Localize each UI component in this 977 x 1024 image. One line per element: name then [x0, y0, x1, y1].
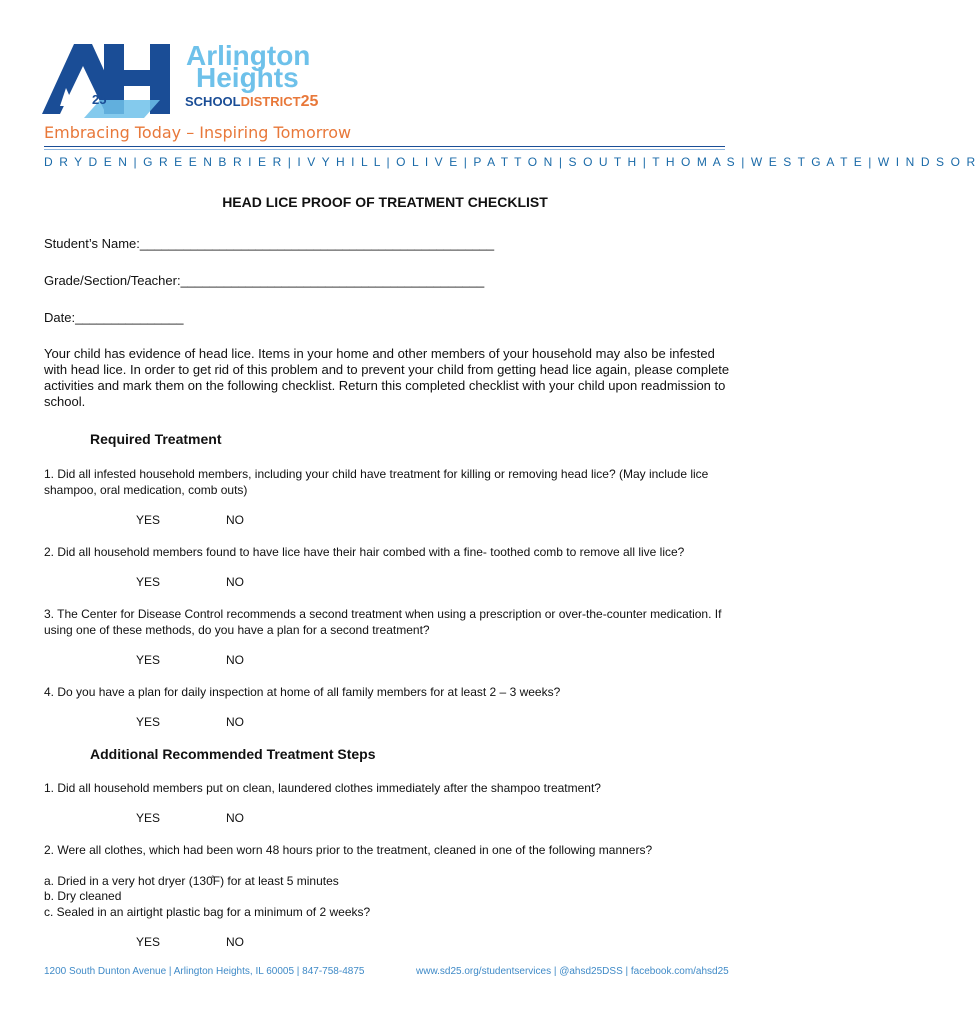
required-q2-yes[interactable]: YES	[136, 575, 161, 589]
page-title: HEAD LICE PROOF OF TREATMENT CHECKLIST	[222, 194, 548, 210]
school-list: D R Y D E N | G R E E N B R I E R | I V Y H I L L | O L I V E | P A T T O N | S O U T H | T H O M A S | W E S T G A T E | W I N D S O R	[44, 155, 977, 169]
additional-q1-no[interactable]: NO	[226, 811, 244, 825]
date-field[interactable]: Date:_______________	[44, 310, 184, 325]
logo-heights: Heights	[196, 62, 299, 93]
student-name-field[interactable]: Student’s Name:_________________________________________________	[44, 236, 495, 251]
required-q1-no[interactable]: NO	[226, 513, 244, 527]
required-q4-yes[interactable]: YES	[136, 715, 161, 729]
required-q3-yes[interactable]: YES	[136, 653, 161, 667]
logo-district: DISTRICT	[240, 94, 301, 109]
additional-steps-heading: Additional Recommended Treatment Steps	[90, 746, 376, 762]
additional-q1-yes[interactable]: YES	[136, 811, 161, 825]
required-question-1: 1. Did all infested household members, including your child have treatment for killing or removing head lice? (May include lice shampoo, oral medication, comb outs)	[44, 467, 709, 497]
required-q4-no[interactable]: NO	[226, 715, 244, 729]
footer-links[interactable]: www.sd25.org/studentservices | @ahsd25DSS | facebook.com/ahsd25	[416, 966, 729, 977]
footer-address: 1200 South Dunton Avenue | Arlington Heights, IL 60005 | 847-758-4875	[44, 966, 365, 977]
logo-school-district	[185, 94, 318, 110]
additional-option-a: a. Dried in a very hot dryer (130̊F) for at least 5 minutes	[44, 874, 339, 888]
required-q2-no[interactable]: NO	[226, 575, 244, 589]
logo-arlington: Arlington	[186, 40, 311, 71]
logo-number: 25	[300, 93, 319, 110]
logo-school: SCHOOL	[185, 94, 241, 109]
grade-section-teacher-field[interactable]: Grade/Section/Teacher:__________________________________________	[44, 273, 485, 288]
logo-badge-number: 25	[92, 92, 107, 107]
additional-q2-yes[interactable]: YES	[136, 935, 161, 949]
required-treatment-heading: Required Treatment	[90, 431, 222, 447]
tagline: Embracing Today – Inspiring Tomorrow	[44, 123, 352, 142]
additional-question-1: 1. Did all household members put on clean, laundered clothes immediately after the shampoo treatment?	[44, 781, 601, 795]
additional-question-2: 2. Were all clothes, which had been worn 48 hours prior to the treatment, cleaned in one of the following manners?	[44, 843, 653, 857]
additional-q2-no[interactable]: NO	[226, 935, 244, 949]
header-rule-light	[44, 149, 725, 150]
required-q3-no[interactable]: NO	[226, 653, 244, 667]
intro-paragraph: Your child has evidence of head lice. Items in your home and other members of your household may also be infested with head lice. In order to get rid of this problem and to prevent your child from getting head lice again, please complete activities and mark them on the following checklist. Return this completed checklist with your child upon readmission to school.	[44, 346, 730, 409]
required-question-2: 2. Did all household members found to have lice have their hair combed with a fine- toothed comb to remove all live lice?	[44, 545, 685, 559]
required-question-3: 3. The Center for Disease Control recommends a second treatment when using a prescription or over-the-counter medication. If using one of these methods, do you have a plan for a second treatment?	[44, 607, 722, 637]
required-q1-yes[interactable]: YES	[136, 513, 161, 527]
header-rule	[44, 146, 725, 147]
required-question-4: 4. Do you have a plan for daily inspection at home of all family members for at least 2 – 3 weeks?	[44, 685, 561, 699]
additional-option-b: b. Dry cleaned	[44, 889, 122, 903]
additional-option-c: c. Sealed in an airtight plastic bag for a minimum of 2 weeks?	[44, 905, 371, 919]
